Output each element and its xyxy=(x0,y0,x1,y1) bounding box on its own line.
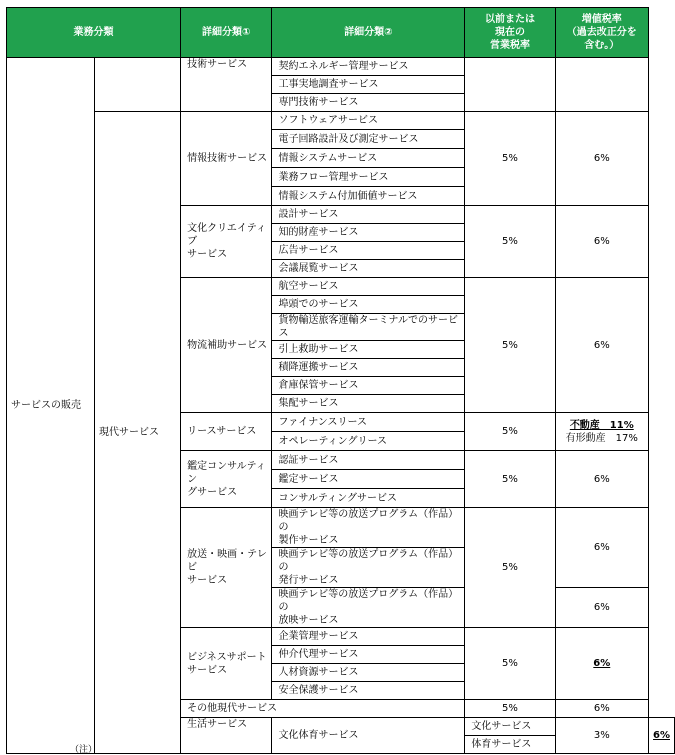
item-info-1: ソフトウェアサービス xyxy=(272,112,465,130)
header-old-rate xyxy=(465,8,555,58)
item-consult-3: コンサルティングサービス xyxy=(272,489,465,508)
group-broadcast xyxy=(181,508,272,628)
item-biz-4: 安全保護サービス xyxy=(272,682,465,700)
old-rate-other: 5% xyxy=(465,700,555,718)
vat-rate-biz: 6% xyxy=(555,628,648,700)
header-vat-rate-line2: （過去改正分を xyxy=(566,27,637,38)
item-biz-1: 企業管理サービス xyxy=(272,628,465,646)
item-tech-1: 契約エネルギー管理サービス xyxy=(272,58,465,76)
item-broadcast-2-line2: 発行サービス xyxy=(278,575,339,586)
group-culture-line1: 文化クリエイティブ xyxy=(187,223,267,247)
item-logistics-6: 倉庫保管サービス xyxy=(272,377,465,395)
item-sports-1: 文化サービス xyxy=(465,718,555,736)
item-biz-3: 人材資源サービス xyxy=(272,664,465,682)
item-logistics-3: 貨物輸送旅客運輸ターミナルでのサービス xyxy=(272,314,465,341)
item-logistics-1: 航空サービス xyxy=(272,278,465,296)
vat-realestate: 不動産 11% xyxy=(569,419,634,431)
group-consult-line1: 鑑定コンサルティン xyxy=(187,460,266,485)
vat-rate-tech xyxy=(555,58,648,112)
group-culture xyxy=(181,206,272,278)
group-biz-line2: サービス xyxy=(187,664,228,676)
group-biz xyxy=(181,628,272,700)
group-info: 情報技術サービス xyxy=(181,112,272,206)
item-info-4: 業務フロー管理サービス xyxy=(272,168,465,187)
item-biz-2: 仲介代理サービス xyxy=(272,646,465,664)
header-detail1: 詳細分類① xyxy=(181,8,272,58)
group-tech: 技術サービス xyxy=(181,58,272,112)
item-lease-1: ファイナンスリース xyxy=(272,413,465,432)
item-broadcast-2-line1: 映画テレビ等の放送プログラム（作品）の xyxy=(278,549,459,573)
item-logistics-2: 埠頭でのサービス xyxy=(272,296,465,314)
vat-rate-info: 6% xyxy=(555,112,648,206)
group-other: その他現代サービス xyxy=(181,700,465,718)
header-vat-rate xyxy=(555,8,648,58)
item-broadcast-3 xyxy=(272,588,465,628)
item-culture-3: 広告サービス xyxy=(272,242,465,260)
old-rate-logistics: 5% xyxy=(465,278,555,413)
group-broadcast-line1: 放送・映画・テレビ xyxy=(187,549,267,573)
item-sports-2: 体育サービス xyxy=(465,736,555,754)
footer-fragment: （注） xyxy=(70,745,309,755)
header-vat-rate-line1: 増値税率 xyxy=(581,14,622,25)
item-broadcast-3-line2: 放映サービス xyxy=(278,615,339,626)
item-logistics-5: 積降運搬サービス xyxy=(272,359,465,377)
item-tech-2: 工事実地調査サービス xyxy=(272,76,465,94)
item-lease-2: オペレーティングリース xyxy=(272,432,465,451)
item-broadcast-1-line2: 製作サービス xyxy=(278,535,339,546)
group-consult xyxy=(181,451,272,508)
old-rate-sports: 3% xyxy=(555,718,648,754)
old-rate-culture: 5% xyxy=(465,206,555,278)
header-old-rate-line1: 以前または xyxy=(484,14,535,25)
vat-rate-sports: 6% xyxy=(649,718,675,754)
item-tech-3: 専門技術サービス xyxy=(272,94,465,112)
item-consult-2: 鑑定サービス xyxy=(272,470,465,489)
old-rate-tech xyxy=(465,58,555,112)
item-logistics-7: 集配サービス xyxy=(272,395,465,413)
vat-rate-broadcast-1: 6% xyxy=(555,508,648,588)
item-consult-1: 認証サービス xyxy=(272,451,465,470)
business-modern-services: 現代サービス xyxy=(95,112,181,754)
item-info-5: 情報システム付加価値サービス xyxy=(272,187,465,206)
blank-cell xyxy=(95,58,181,112)
vat-rate-broadcast-2: 6% xyxy=(555,588,648,628)
group-lease: リースサービス xyxy=(181,413,272,451)
item-broadcast-2 xyxy=(272,548,465,588)
old-rate-lease: 5% xyxy=(465,413,555,451)
old-rate-info: 5% xyxy=(465,112,555,206)
vat-rate-logistics: 6% xyxy=(555,278,648,413)
header-old-rate-line2: 現在の xyxy=(494,27,525,38)
group-biz-line1: ビジネスサポート xyxy=(187,651,267,663)
old-rate-consult: 5% xyxy=(465,451,555,508)
group-broadcast-line2: サービス xyxy=(187,575,228,586)
group-culture-line2: サービス xyxy=(187,249,228,260)
group-logistics: 物流補助サービス xyxy=(181,278,272,413)
item-broadcast-1 xyxy=(272,508,465,548)
item-info-3: 情報システムサービス xyxy=(272,149,465,168)
item-logistics-4: 引上救助サービス xyxy=(272,341,465,359)
vat-rate-culture: 6% xyxy=(555,206,648,278)
business-service-sales: サービスの販売 xyxy=(7,58,95,754)
item-culture-2: 知的財産サービス xyxy=(272,224,465,242)
group-consult-line2: グサービス xyxy=(187,486,238,498)
tax-rate-table xyxy=(6,7,675,754)
old-rate-broadcast: 5% xyxy=(465,508,555,628)
vat-rate-other: 6% xyxy=(555,700,648,718)
item-info-2: 電子回路設計及び測定サービス xyxy=(272,130,465,149)
old-rate-biz: 5% xyxy=(465,628,555,700)
vat-rate-lease xyxy=(555,413,648,451)
header-detail2: 詳細分類② xyxy=(272,8,465,58)
group-sports: 文化体育サービス xyxy=(272,718,465,754)
item-culture-1: 設計サービス xyxy=(272,206,465,224)
header-vat-rate-line3: 含む。） xyxy=(584,40,620,51)
business-life-services: 生活サービス xyxy=(181,718,272,754)
vat-tangible: 有形動産 17% xyxy=(565,432,638,444)
item-broadcast-1-line1: 映画テレビ等の放送プログラム（作品）の xyxy=(278,509,459,533)
header-row xyxy=(7,8,675,58)
header-old-rate-line3: 営業税率 xyxy=(489,40,530,51)
header-business: 業務分類 xyxy=(7,8,181,58)
vat-rate-consult: 6% xyxy=(555,451,648,508)
item-culture-4: 会議展覧サービス xyxy=(272,260,465,278)
item-broadcast-3-line1: 映画テレビ等の放送プログラム（作品）の xyxy=(278,589,459,613)
